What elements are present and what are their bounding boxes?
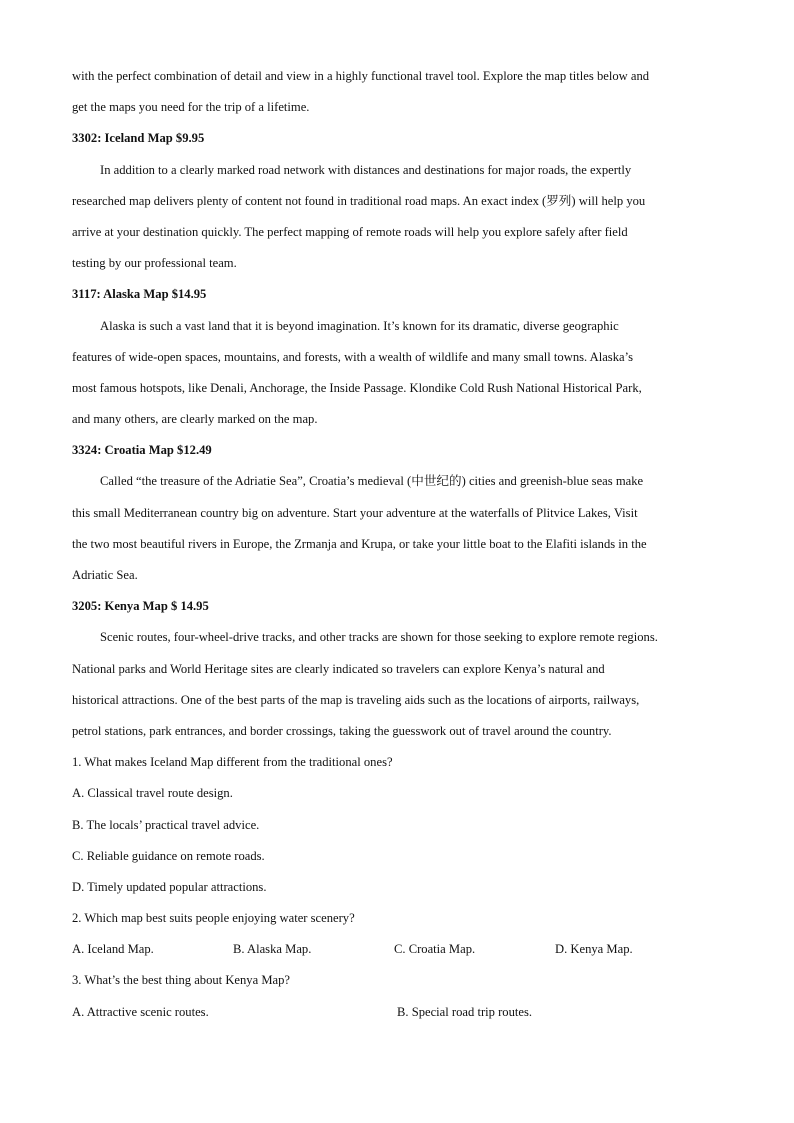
question-stem: 3. What’s the best thing about Kenya Map? xyxy=(72,973,291,988)
text-line: petrol stations, park entrances, and border crossings, taking the guesswork out of travel around the country. xyxy=(72,723,612,738)
question-2 xyxy=(72,905,722,967)
text-line: testing by our professional team. xyxy=(72,256,237,271)
section-alaska xyxy=(72,281,722,437)
answer-option: D. Timely updated popular attractions. xyxy=(72,879,267,894)
text-line: arrive at your destination quickly. The perfect mapping of remote roads will help you explore safely after field xyxy=(72,224,628,239)
answer-option: C. Reliable guidance on remote roads. xyxy=(72,848,265,863)
answer-options-row xyxy=(72,936,722,967)
question-3 xyxy=(72,967,722,1029)
question-stem: 1. What makes Iceland Map different from the traditional ones? xyxy=(72,755,393,770)
text-line: Called “the treasure of the Adriatie Sea”, Croatia’s medieval (中世纪的) cities and greenish-blue seas make xyxy=(100,474,644,489)
text-line: the two most beautiful rivers in Europe, the Zrmanja and Krupa, or take your little boat to the Elafiti islands in the xyxy=(72,536,647,551)
section-croatia xyxy=(72,437,722,593)
answer-option: A. Iceland Map. xyxy=(72,942,154,957)
text-line: Adriatic Sea. xyxy=(72,568,138,582)
text-line: most famous hotspots, like Denali, Anchorage, the Inside Passage. Klondike Cold Rush National Historical Park, xyxy=(72,380,642,395)
answer-option: A. Classical travel route design. xyxy=(72,786,233,801)
text-line: historical attractions. One of the best parts of the map is traveling aids such as the locations of airports, railways, xyxy=(72,692,640,707)
text-line: and many others, are clearly marked on the map. xyxy=(72,412,318,427)
intro-paragraph xyxy=(72,63,722,125)
answer-option: B. The locals’ practical travel advice. xyxy=(72,817,260,832)
section-kenya xyxy=(72,593,722,749)
section-heading: 3302: Iceland Map $9.95 xyxy=(72,131,205,146)
section-iceland xyxy=(72,125,722,281)
text-line: features of wide-open spaces, mountains, and forests, with a wealth of wildlife and many small towns. Alaska’s xyxy=(72,349,633,364)
text-line: with the perfect combination of detail and view in a highly functional travel tool. Explore the map titles below and xyxy=(72,69,650,83)
answer-option: A. Attractive scenic routes. xyxy=(72,1004,209,1019)
section-heading: 3205: Kenya Map $ 14.95 xyxy=(72,599,209,614)
text-line: Scenic routes, four-wheel-drive tracks, and other tracks are shown for those seeking to explore remote regions. xyxy=(100,630,658,645)
text-line: National parks and World Heritage sites are clearly indicated so travelers can explore Kenya’s natural and xyxy=(72,661,605,676)
answer-option: D. Kenya Map. xyxy=(555,942,633,957)
text-line: get the maps you need for the trip of a lifetime. xyxy=(72,100,310,115)
section-heading: 3324: Croatia Map $12.49 xyxy=(72,443,212,458)
text-line: Alaska is such a vast land that it is beyond imagination. It’s known for its dramatic, diverse geographic xyxy=(100,318,619,333)
document-page xyxy=(72,63,722,1030)
text-line: researched map delivers plenty of content not found in traditional road maps. An exact index (罗列) will help you xyxy=(72,193,646,208)
text-line: In addition to a clearly marked road network with distances and destinations for major roads, the expertly xyxy=(100,162,632,177)
answer-option: B. Alaska Map. xyxy=(233,942,312,957)
answer-option: B. Special road trip routes. xyxy=(397,1004,533,1019)
answer-option: C. Croatia Map. xyxy=(394,942,476,957)
answer-options-row xyxy=(72,999,722,1030)
text-line: this small Mediterranean country big on adventure. Start your adventure at the waterfalls of Plitvice Lakes, Visit xyxy=(72,505,638,520)
section-heading: 3117: Alaska Map $14.95 xyxy=(72,287,207,302)
question-1 xyxy=(72,749,722,905)
question-stem: 2. Which map best suits people enjoying water scenery? xyxy=(72,911,355,926)
